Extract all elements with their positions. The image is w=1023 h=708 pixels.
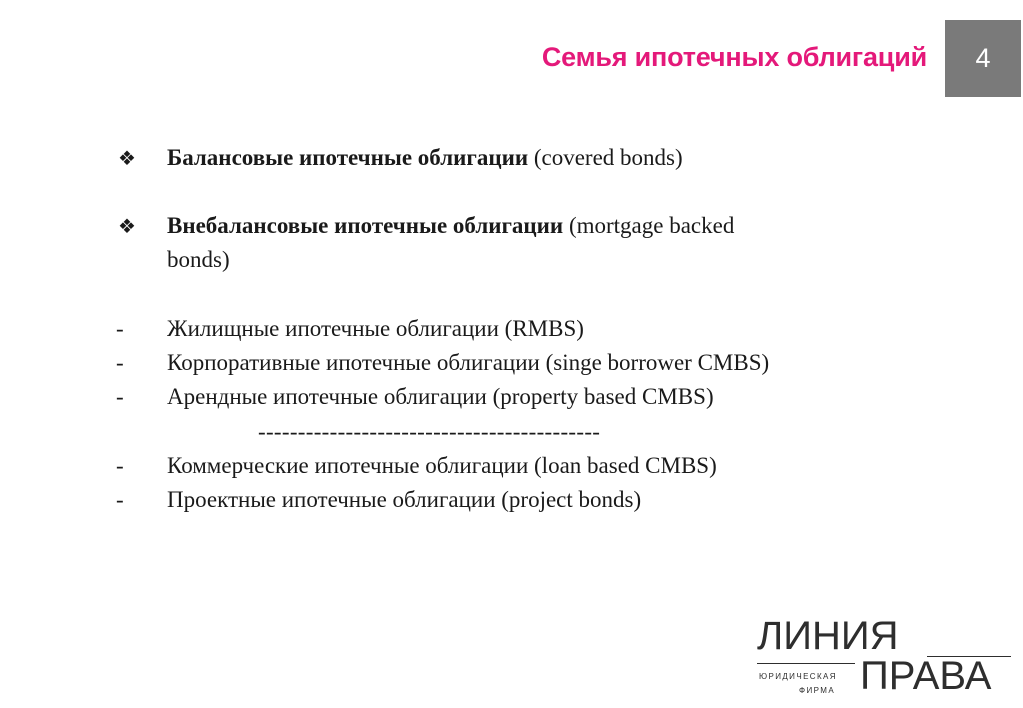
page-number: 4 <box>975 43 991 73</box>
dash-marker: - <box>116 384 124 409</box>
dash-marker: - <box>116 316 124 341</box>
logo-word-bottom: ПРАВА <box>860 654 992 698</box>
logo-rule-bottom <box>757 663 855 664</box>
list-item: Жилищные ипотечные облигации (RMBS) <box>167 316 584 341</box>
bullet-normal-text: (covered bonds) <box>528 145 683 170</box>
page-number-box <box>945 20 1021 97</box>
list-item: Арендные ипотечные облигации (property based CMBS) <box>167 384 714 409</box>
company-logo <box>757 614 1012 700</box>
bullet-bold-text: Внебалансовые ипотечные облигации <box>167 213 564 238</box>
list-item: Проектные ипотечные облигации (project bonds) <box>167 487 642 512</box>
list-item: Коммерческие ипотечные облигации (loan based CMBS) <box>167 453 717 478</box>
logo-word-top: ЛИНИЯ <box>757 614 899 658</box>
dash-marker: - <box>116 487 124 512</box>
slide-title: Семья ипотечных облигаций <box>541 42 927 72</box>
list-item: Корпоративные ипотечные облигации (singe borrower CMBS) <box>167 350 770 375</box>
dash-marker: - <box>116 350 124 375</box>
diamond-bullet-icon: ❖ <box>118 148 136 170</box>
bullet-item <box>167 213 734 239</box>
bullet-bold-text: Балансовые ипотечные облигации <box>167 145 529 170</box>
bullet-item <box>167 145 683 171</box>
logo-tagline-1: ЮРИДИЧЕСКАЯ <box>759 672 837 681</box>
dashed-divider: ------------------------------------------- <box>258 419 601 444</box>
diamond-bullet-icon: ❖ <box>118 216 136 238</box>
bullet-continuation: bonds) <box>167 247 230 272</box>
dash-marker: - <box>116 453 124 478</box>
bullet-normal-text: (mortgage backed <box>563 213 735 238</box>
logo-tagline-2: ФИРМА <box>799 686 836 695</box>
